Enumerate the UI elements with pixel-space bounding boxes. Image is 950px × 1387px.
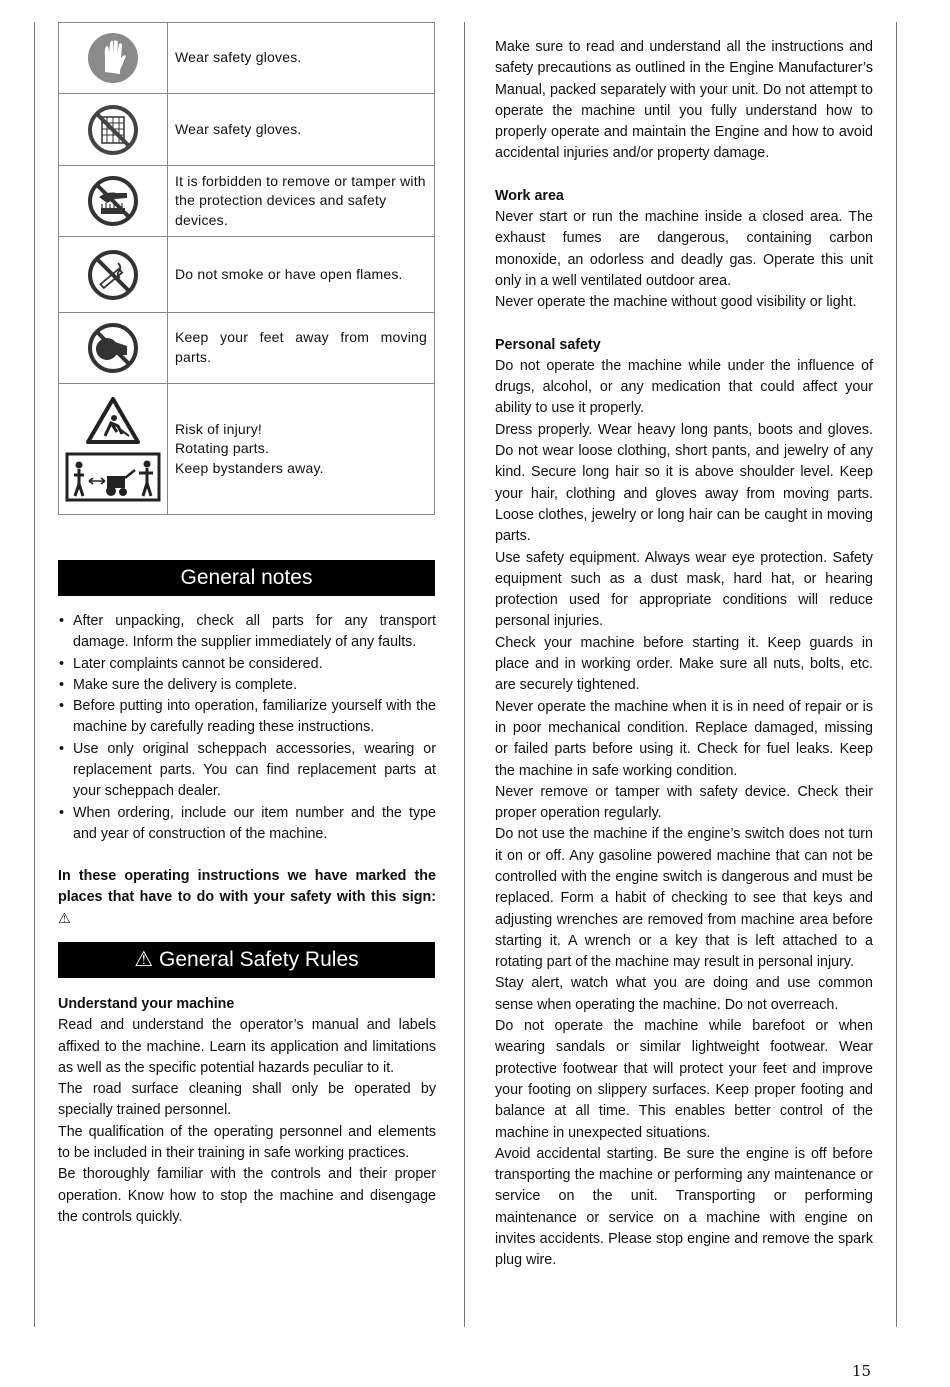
center-divider-line	[464, 22, 465, 1327]
page-number: 15	[852, 1362, 872, 1380]
paragraph: Be thoroughly familiar with the controls and their proper operation. Know how to stop the machine and disengage the controls quickly.	[58, 1166, 436, 1225]
symbol-icon-cell	[59, 313, 168, 384]
safety-sign-note: In these operating instructions we have marked the places that have to do with your safety with this sign: ⚠	[58, 868, 436, 927]
list-item: • Use only original scheppach accessories, wearing or replacement parts. You can find replacement parts at your scheppach dealer.	[59, 740, 436, 800]
symbol-icon-cell	[59, 237, 168, 313]
paragraph: The road surface cleaning shall only be operated by specially trained personnel.	[58, 1081, 436, 1119]
symbol-row	[59, 23, 435, 94]
no-smoking-icon	[87, 249, 139, 301]
general-notes-list	[58, 611, 436, 845]
safety-rules-heading: ⚠ General Safety Rules	[58, 942, 435, 978]
paragraph: Never operate the machine without good visibility or light.	[495, 294, 857, 311]
symbol-row	[59, 237, 435, 313]
right-margin-line	[896, 22, 897, 1327]
paragraph: Do not use the machine if the engine’s switch does not turn it on or off. Any gasoline powered machine that can not be controlled with the engine switch is dangerous and must be replaced. Form a habit of checking to see that keys and adjusting wrenches are removed from machine area before starting it. A wrench or a key that is left attached to a rotating part of the machine may result in personal injury.	[495, 826, 873, 971]
symbol-icon-cell	[59, 166, 168, 237]
symbol-row	[59, 94, 435, 166]
list-item: • Before putting into operation, familiarize yourself with the machine by carefully reading these instructions.	[59, 698, 436, 736]
safety-symbols-table	[58, 22, 435, 515]
symbol-row	[59, 384, 435, 515]
symbol-text: Risk of injury! Rotating parts. Keep bystanders away.	[168, 384, 435, 515]
list-item: • Make sure the delivery is complete.	[59, 676, 298, 693]
symbol-text: It is forbidden to remove or tamper with the protection devices and safety devices.	[168, 166, 435, 237]
list-item: • After unpacking, check all parts for any transport damage. Inform the supplier immediately of any faults.	[59, 613, 436, 651]
keep-bystanders-away-icon	[65, 452, 161, 502]
engine-manual-intro: Make sure to read and understand all the instructions and safety precautions as outlined in the Engine Manufacturer’s Manual, packed separately with your unit. Do not attempt to operate the machine until you fully understand how to properly operate and maintain the Engine and how to avoid accidental injuries and/or property damage.	[495, 39, 873, 162]
work-area-heading: Work area	[495, 187, 564, 204]
paragraph: Use safety equipment. Always wear eye protection. Safety equipment such as a dust mask, hard hat, or hearing protection used for appropriate conditions will reduce personal injuries.	[495, 549, 873, 630]
gloves-icon	[87, 32, 139, 84]
warning-triangle-icon	[85, 396, 141, 446]
symbol-row	[59, 166, 435, 237]
symbol-text: Do not smoke or have open flames.	[168, 237, 435, 313]
paragraph: Do not operate the machine while barefoot or when wearing sandals or similar lightweight footwear. Wear protective footwear that will protect your feet and improve your footing on slippery surfaces. Keep proper footing and balance at all time. This enables better control of the machine in unexpected situations.	[495, 1018, 873, 1141]
understand-section	[58, 994, 436, 1228]
symbol-icon-cell	[59, 23, 168, 94]
paragraph: Stay alert, watch what you are doing and use common sense when operating the machine. Do not overreach.	[495, 975, 873, 1013]
symbol-icon-cell	[59, 384, 168, 515]
list-item: • When ordering, include our item number and the type and year of construction of the machine.	[59, 804, 436, 842]
symbol-icon-cell	[59, 94, 168, 166]
symbol-row	[59, 313, 435, 384]
understand-heading: Understand your machine	[58, 996, 235, 1012]
paragraph: Dress properly. Wear heavy long pants, boots and gloves. Do not wear loose clothing, short pants, and jewelry of any kind. Secure long hair so it is above shoulder level. Keep your hair, clothing and gloves away from moving parts. Loose clothes, jewelry or long hair can be caught in moving parts.	[495, 421, 873, 545]
list-item: • Later complaints cannot be considered.	[59, 655, 323, 672]
symbol-text: Wear safety gloves.	[168, 23, 435, 94]
left-margin-line	[34, 22, 35, 1327]
symbol-text: Keep your feet away from moving parts.	[168, 313, 435, 384]
paragraph: Read and understand the operator’s manual and labels affixed to the machine. Learn its application and limitations as well as the specific potential hazards peculiar to it.	[58, 1017, 436, 1076]
paragraph: Never operate the machine when it is in need of repair or is in poor mechanical condition. Replace damaged, missing or failed parts before using it. Check for fuel leaks. Keep the machine in safe working condition.	[495, 698, 873, 779]
personal-safety-heading: Personal safety	[495, 336, 601, 353]
paragraph: Do not operate the machine while under the influence of drugs, alcohol, or any medication that could affect your ability to use it properly.	[495, 357, 873, 417]
feet-away-icon	[87, 322, 139, 374]
no-tamper-icon	[87, 175, 139, 227]
paragraph: The qualification of the operating personnel and elements to be included in their training in safe working practices.	[58, 1123, 436, 1162]
paragraph: Avoid accidental starting. Be sure the engine is off before transporting the machine or performing any maintenance or service on the unit. Transporting or performing maintenance or service on a machine with engine on invites accidents. Please stop engine and remove the spark plug wire.	[495, 1145, 873, 1269]
paragraph: Check your machine before starting it. Keep guards in place and in working order. Make sure all nuts, bolts, etc. are securely tightened.	[495, 634, 873, 694]
general-notes-heading: General notes	[58, 560, 435, 596]
right-column	[495, 37, 873, 1272]
paragraph: Never start or run the machine inside a closed area. The exhaust fumes are dangerous, containing carbon monoxide, an odorless and deadly gas. Operate this unit only in a well ventilated outdoor area.	[495, 209, 873, 289]
paragraph: Never remove or tamper with safety device. Check their proper operation regularly.	[495, 783, 873, 822]
grid-gloves-icon	[87, 104, 139, 156]
symbol-text: Wear safety gloves.	[168, 94, 435, 166]
